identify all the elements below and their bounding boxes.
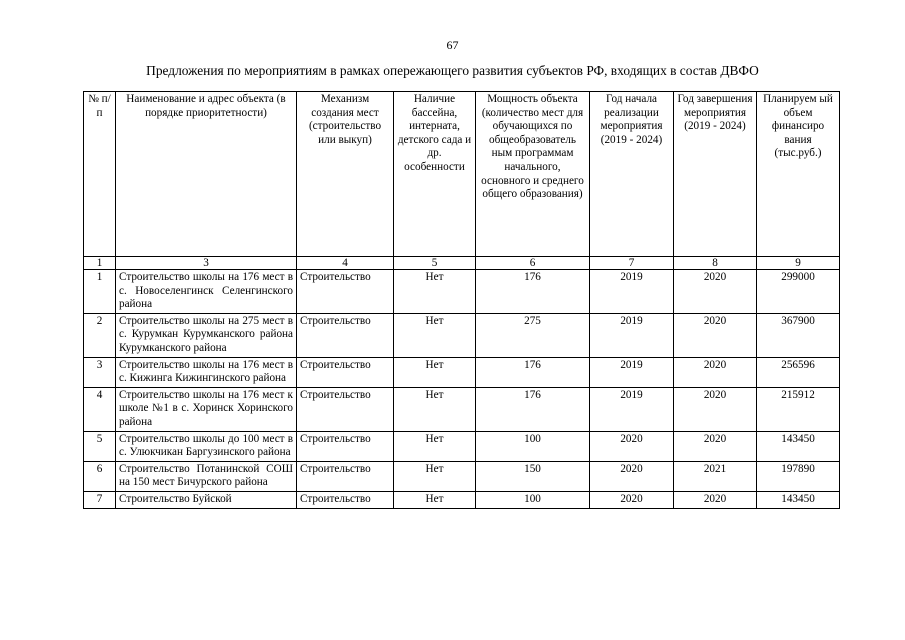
header-cell-end-year: Год завершения мероприятия (2019 - 2024) xyxy=(674,92,757,257)
funding-cell: 256596 xyxy=(757,357,840,387)
funding-cell: 215912 xyxy=(757,387,840,431)
table-row xyxy=(84,270,840,314)
row-number-cell: 6 xyxy=(84,461,116,491)
funding-cell: 143450 xyxy=(757,491,840,508)
header-cell-mechanism: Механизм создания мест (строительство или выкуп) xyxy=(297,92,394,257)
object-name-cell: Строительство Буйской xyxy=(116,491,297,508)
end-year-cell: 2021 xyxy=(674,461,757,491)
table-row xyxy=(84,491,840,508)
capacity-cell: 176 xyxy=(476,270,590,314)
header-cell-name: Наименование и адрес объекта (в порядке приоритетности) xyxy=(116,92,297,257)
features-cell: Нет xyxy=(394,313,476,357)
column-number-cell: 9 xyxy=(757,257,840,270)
features-cell: Нет xyxy=(394,491,476,508)
row-number-cell: 3 xyxy=(84,357,116,387)
object-name-cell: Строительство школы на 176 мест в с. Новоселенгинск Селенгинского района xyxy=(116,270,297,314)
capacity-cell: 275 xyxy=(476,313,590,357)
features-cell: Нет xyxy=(394,270,476,314)
start-year-cell: 2019 xyxy=(590,387,674,431)
start-year-cell: 2020 xyxy=(590,431,674,461)
funding-cell: 299000 xyxy=(757,270,840,314)
object-name-cell: Строительство школы на 176 мест к школе №1 в с. Хоринск Хоринского района xyxy=(116,387,297,431)
start-year-cell: 2020 xyxy=(590,461,674,491)
table-row xyxy=(84,387,840,431)
row-number-cell: 2 xyxy=(84,313,116,357)
mechanism-cell: Строительство xyxy=(297,270,394,314)
capacity-cell: 176 xyxy=(476,387,590,431)
funding-cell: 143450 xyxy=(757,431,840,461)
column-number-cell: 3 xyxy=(116,257,297,270)
column-number-cell: 7 xyxy=(590,257,674,270)
capacity-cell: 100 xyxy=(476,491,590,508)
header-cell-start-year: Год начала реализации мероприятия (2019 - 2024) xyxy=(590,92,674,257)
features-cell: Нет xyxy=(394,461,476,491)
header-cell-funding: Планируем ый объем финансиро вания (тыс.руб.) xyxy=(757,92,840,257)
object-name-cell: Строительство школы на 275 мест в с. Курумкан Курумканского района Курумканского района xyxy=(116,313,297,357)
object-name-cell: Строительство школы на 176 мест в с. Кижинга Кижингинского района xyxy=(116,357,297,387)
start-year-cell: 2019 xyxy=(590,270,674,314)
end-year-cell: 2020 xyxy=(674,313,757,357)
end-year-cell: 2020 xyxy=(674,387,757,431)
header-cell-capacity: Мощность объекта (количество мест для обучающихся по общеобразователь ным программам начального, основного и среднего общего образования) xyxy=(476,92,590,257)
column-number-cell: 8 xyxy=(674,257,757,270)
end-year-cell: 2020 xyxy=(674,357,757,387)
row-number-cell: 1 xyxy=(84,270,116,314)
features-cell: Нет xyxy=(394,431,476,461)
row-number-cell: 4 xyxy=(84,387,116,431)
table-row xyxy=(84,357,840,387)
header-cell-features: Наличие бассейна, интерната, детского сада и др. особенности xyxy=(394,92,476,257)
start-year-cell: 2019 xyxy=(590,313,674,357)
mechanism-cell: Строительство xyxy=(297,491,394,508)
end-year-cell: 2020 xyxy=(674,431,757,461)
capacity-cell: 176 xyxy=(476,357,590,387)
row-number-cell: 5 xyxy=(84,431,116,461)
column-number-row xyxy=(84,257,840,270)
column-number-cell: 1 xyxy=(84,257,116,270)
mechanism-cell: Строительство xyxy=(297,431,394,461)
table-header-row xyxy=(84,92,840,257)
document-title: Предложения по мероприятиям в рамках опережающего развития субъектов РФ, входящих в состав ДВФО xyxy=(146,63,759,78)
end-year-cell: 2020 xyxy=(674,491,757,508)
header-cell-number: № п/п xyxy=(84,92,116,257)
table-row xyxy=(84,431,840,461)
column-number-cell: 6 xyxy=(476,257,590,270)
proposals-table xyxy=(83,91,840,509)
start-year-cell: 2020 xyxy=(590,491,674,508)
mechanism-cell: Строительство xyxy=(297,387,394,431)
features-cell: Нет xyxy=(394,387,476,431)
end-year-cell: 2020 xyxy=(674,270,757,314)
mechanism-cell: Строительство xyxy=(297,461,394,491)
funding-cell: 197890 xyxy=(757,461,840,491)
object-name-cell: Строительство школы до 100 мест в с. Улюкчикан Баргузинского района xyxy=(116,431,297,461)
features-cell: Нет xyxy=(394,357,476,387)
capacity-cell: 150 xyxy=(476,461,590,491)
capacity-cell: 100 xyxy=(476,431,590,461)
object-name-cell: Строительство Потанинской СОШ на 150 мест Бичурского района xyxy=(116,461,297,491)
column-number-cell: 4 xyxy=(297,257,394,270)
funding-cell: 367900 xyxy=(757,313,840,357)
mechanism-cell: Строительство xyxy=(297,313,394,357)
mechanism-cell: Строительство xyxy=(297,357,394,387)
start-year-cell: 2019 xyxy=(590,357,674,387)
table-row xyxy=(84,461,840,491)
page-number: 67 xyxy=(446,38,459,52)
row-number-cell: 7 xyxy=(84,491,116,508)
table-row xyxy=(84,313,840,357)
column-number-cell: 5 xyxy=(394,257,476,270)
